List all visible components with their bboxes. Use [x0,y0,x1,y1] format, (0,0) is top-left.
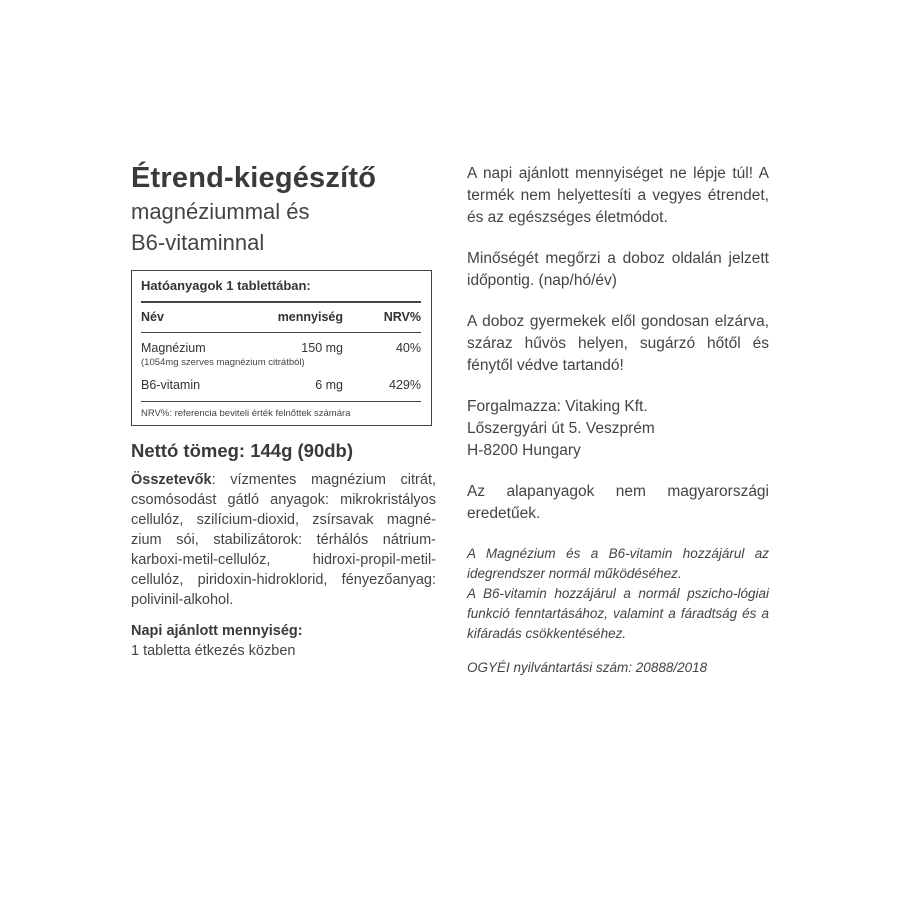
health-claims [467,544,769,644]
registration-number: OGYÉI nyilvántartási szám: 20888/2018 [467,660,708,675]
table-row-b6 [141,369,421,402]
nrv-footnote: NRV%: referencia beviteli érték felnőttek számára [141,408,351,419]
ingredients-label: Összetevők [131,472,212,488]
cell-name: B6-vitamin [141,378,201,392]
product-subtitle-line1: magnéziummal és [131,199,310,224]
distributor-line2: Lőszergyári út 5. Veszprém [467,420,655,437]
storage-text: A doboz gyermekek elől gondosan elzárva, száraz hűvös helyen, sugárzó hőtől és fénytől védve tartandó! [467,313,769,374]
cell-name: Magnézium [141,341,206,355]
daily-dose [131,621,436,661]
cell-nrv: 40% [395,341,421,355]
column-header-nrv: NRV% [383,310,421,324]
distributor-block [467,396,769,462]
product-subtitle-line2: B6-vitaminnal [131,230,265,255]
product-title: Étrend-kiegészítő [131,162,377,194]
active-ingredients-table [131,270,432,426]
ingredients-list: : vízmentes magnézium citrát, csomósodást gátló anyagok: mikrokristályos cellulóz, szilícium-dioxid, zsírsavak magné-zium sói, stabilizátorok: térhálós nátrium-karboxi-metil-cellulóz, hidroxi-propil-metil-cellulóz, piridoxin-hidroklorid, fényezőanyag: polivinil-alkohol. [131,472,436,608]
right-column [467,163,769,678]
origin-text: Az alapanyagok nem magyarországi eredetűek. [467,483,769,522]
table-heading: Hatóanyagok 1 tablettában: [141,277,421,303]
distributor-line3: H-8200 Hungary [467,442,581,459]
cell-amount: 150 mg [301,341,343,355]
best-before-text: Minőségét megőrzi a doboz oldalán jelzett időpontig. (nap/hó/év) [467,250,769,289]
cell-nrv: 429% [389,378,421,392]
ingredients-text [131,470,436,610]
health-claim-2: A B6-vitamin hozzájárul a normál pszicho-lógiai funkció fenntartásához, valamint a fáradtság és a kifáradás csökkentéséhez. [467,586,769,641]
daily-dose-label: Napi ajánlott mennyiség: [131,623,303,639]
cell-amount: 6 mg [315,378,343,392]
daily-dose-text: 1 tabletta étkezés közben [131,643,296,659]
health-claim-1: A Magnézium és a B6-vitamin hozzájárul az idegrendszer normál működéséhez. [467,546,769,581]
net-weight: Nettó tömeg: 144g (90db) [131,440,354,461]
dosage-warning: A napi ajánlott mennyiséget ne lépje túl! A termék nem helyettesíti a vegyes étrendet, és az egészséges életmódot. [467,165,769,226]
column-header-amount: mennyiség [277,310,343,324]
column-header-name: Név [141,310,164,324]
table-header-row [141,303,421,333]
distributor-line1: Forgalmazza: Vitaking Kft. [467,398,648,415]
magnesium-source-note: (1054mg szerves magnézium citrátból) [141,357,305,368]
left-column [131,160,436,661]
table-row-magnesium [141,333,421,357]
